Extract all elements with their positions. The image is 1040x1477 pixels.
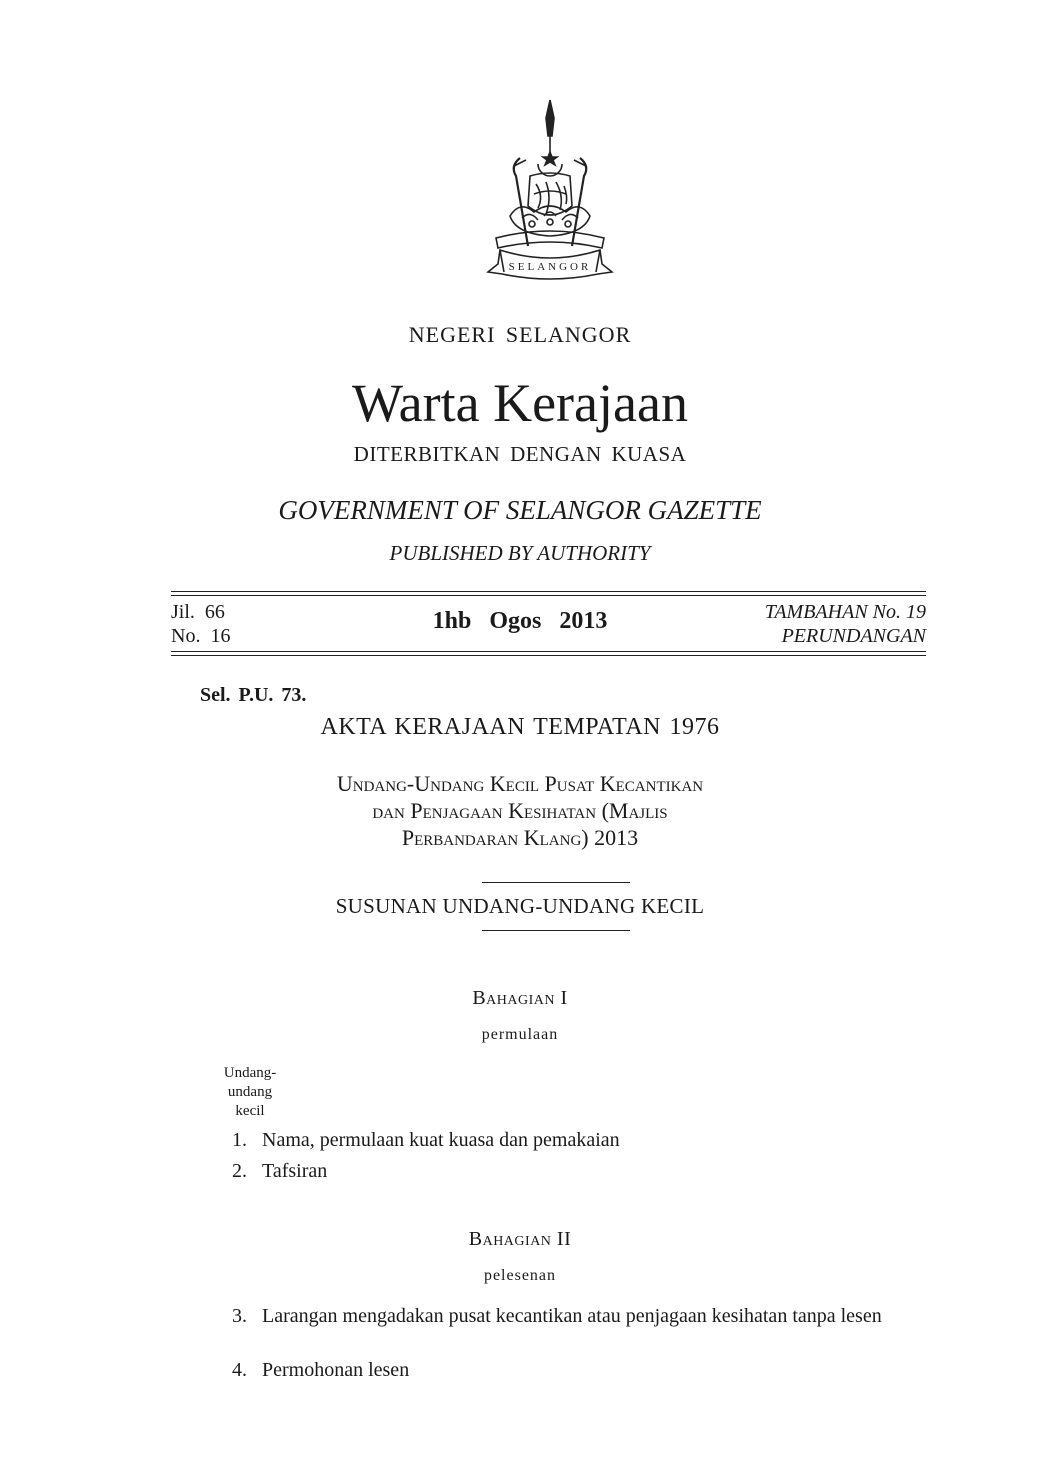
list-item bbox=[232, 1128, 922, 1152]
arrangement-heading: SUSUNAN UNDANG-UNDANG KECIL bbox=[335, 894, 705, 918]
margin-note-line: Undang- bbox=[223, 1065, 277, 1081]
issue-date: 1hb Ogos 2013 bbox=[432, 608, 608, 634]
item-number: 4. bbox=[232, 1359, 247, 1381]
act-title: AKTA KERAJAAN TEMPATAN 1976 bbox=[320, 714, 720, 740]
item-text: Larangan mengadakan pusat kecantikan atau penjagaan kesihatan tanpa lesen bbox=[262, 1305, 882, 1327]
margin-note-line: kecil bbox=[235, 1103, 265, 1119]
list-item bbox=[232, 1358, 922, 1382]
top-rule-inner bbox=[171, 595, 926, 596]
bylaw-title-line: dan Penjagaan Kesihatan (Majlis bbox=[372, 798, 668, 823]
issue-number: No. 16 bbox=[171, 625, 231, 647]
item-text: Tafsiran bbox=[262, 1160, 328, 1182]
top-rule-outer bbox=[171, 591, 926, 592]
list-item bbox=[232, 1304, 922, 1328]
part-heading: Bahagian II bbox=[468, 1228, 572, 1250]
crest-label: SELANGOR bbox=[508, 261, 592, 273]
list-item bbox=[232, 1159, 922, 1183]
bottom-rule-inner bbox=[171, 651, 926, 652]
item-number: 2. bbox=[232, 1160, 247, 1182]
item-number: 3. bbox=[232, 1305, 247, 1327]
item-text: Nama, permulaan kuat kuasa dan pemakaian bbox=[262, 1129, 620, 1151]
volume-number: Jil. 66 bbox=[171, 601, 225, 623]
part-title: permulaan bbox=[481, 1026, 559, 1043]
published-by-authority-ms: DITERBITKAN DENGAN KUASA bbox=[353, 442, 687, 466]
item-text: Permohonan lesen bbox=[262, 1359, 410, 1381]
divider-top bbox=[482, 882, 630, 883]
published-by-authority-en: PUBLISHED BY AUTHORITY bbox=[389, 541, 651, 565]
divider-bottom bbox=[482, 930, 630, 931]
supplement-category: PERUNDANGAN bbox=[781, 625, 926, 647]
part-title: pelesenan bbox=[483, 1267, 557, 1284]
bylaw-title-line: Undang-Undang Kecil Pusat Kecantikan bbox=[336, 771, 704, 796]
supplement-number: TAMBAHAN No. 19 bbox=[764, 601, 926, 623]
state-name: NEGERI SELANGOR bbox=[408, 322, 632, 347]
margin-note bbox=[210, 1064, 290, 1121]
bylaw-title bbox=[0, 770, 1040, 851]
item-number: 1. bbox=[232, 1129, 247, 1151]
supplement-block bbox=[765, 600, 926, 648]
gazette-title: Warta Kerajaan bbox=[352, 373, 688, 433]
margin-note-line: undang bbox=[227, 1084, 273, 1100]
bottom-rule-outer bbox=[171, 655, 926, 656]
part-heading: Bahagian I bbox=[472, 987, 568, 1009]
pu-number: Sel. P.U. 73. bbox=[200, 684, 307, 706]
gazette-title-en: GOVERNMENT OF SELANGOR GAZETTE bbox=[278, 495, 762, 525]
selangor-crest-icon bbox=[480, 96, 620, 282]
bylaw-title-line: Perbandaran Klang) 2013 bbox=[401, 825, 639, 850]
